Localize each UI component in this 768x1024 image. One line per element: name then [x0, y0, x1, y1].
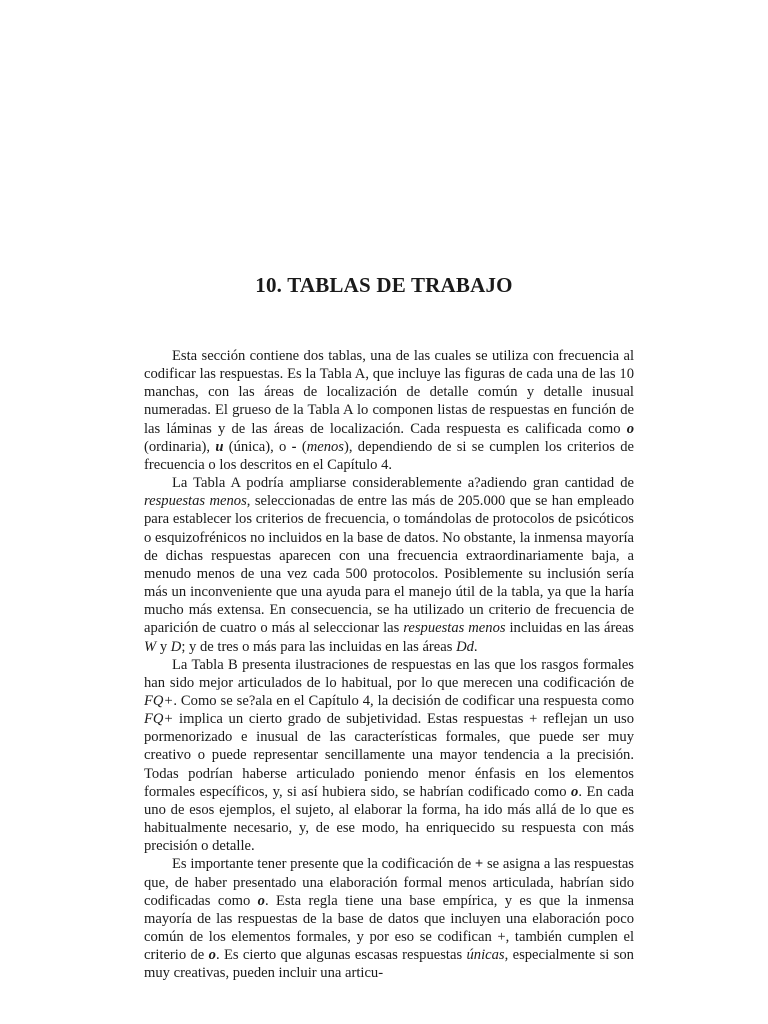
text-segment: La Tabla B presenta ilustraciones de respuestas en las que los rasgos formales han sido mejor articulados de lo habitual, por lo que merecen una codificación de	[144, 656, 634, 691]
text-segment: (única), o	[223, 438, 292, 455]
text-segment: respuestas menos	[403, 620, 506, 637]
text-segment: y	[156, 638, 171, 655]
text-segment: o	[208, 947, 216, 964]
text-segment: . Como se se?ala en el Capítulo 4, la decisión de codificar una respuesta como	[173, 692, 634, 709]
text-segment: W	[144, 638, 157, 655]
text-segment: incluidas en las áreas	[505, 620, 634, 637]
text-segment: (ordinaria),	[144, 438, 216, 455]
text-segment: +	[474, 856, 484, 873]
text-column	[140, 347, 640, 982]
text-segment: Esta sección contiene dos tablas, una de las cuales se utiliza con frecuencia al codificar las respuestas. Es la Tabla A, que incluye las figuras de cada una de las 10 manchas, con las áreas de localización de detalle común y detalle inusual numeradas. El grueso de la Tabla A lo componen listas de respuestas en función de las láminas y de las áreas de localización. Cada respuesta es calificada como	[144, 348, 634, 437]
text-segment: .	[473, 638, 478, 655]
text-segment: implica un cierto grado de subjetividad. Estas respuestas + reflejan un uso pormenorizado e inusual de las características formales, que puede ser muy creativo o puede representar sencillamente una mayor tendencia a la precisión. Todas podrían haberse articulado poniendo menor énfasis en los elementos formales específicos, y, si así hubiera sido, se habrían codificado como	[144, 711, 634, 800]
text-segment: , seleccionadas de entre las más de 205.000 que se han empleado para establecer los criterios de frecuencia, o tomándolas de protocolos de psicóticos o esquizofrénicos no incluidos en la base de datos. No obstante, la inmensa mayoría de dichas respuestas aparecen con una frecuencia extraordinariamente baja, a menudo menos de una vez cada 500 protocolos. Posiblemente su inclusión sería más un inconveniente que una ayuda para el manejo útil de la tabla, ya que la haría mucho más extensa. En consecuencia, se ha utilizado un criterio de frecuencia de aparición de cuatro o más al seleccionar las	[144, 493, 634, 637]
paragraph	[144, 656, 634, 856]
text-segment: ; y de tres o más para las incluidas en las áreas	[181, 638, 457, 655]
text-segment: . Es cierto que algunas escasas respuestas	[215, 947, 467, 964]
text-segment: o	[257, 892, 265, 909]
text-segment: La Tabla A podría ampliarse considerablemente a?adiendo gran cantidad de	[172, 475, 634, 492]
text-segment: (	[296, 438, 307, 455]
text-segment: Es importante tener presente que la codificación de	[172, 856, 475, 873]
text-segment: FQ+	[144, 692, 174, 709]
text-segment: ), dependiendo de si se cumplen los criterios de frecuencia o los descritos en el Capítulo 4.	[144, 438, 634, 473]
text-segment: o	[571, 783, 579, 800]
body-text	[144, 347, 634, 982]
text-segment: . Esta regla tiene una base empírica, y es que la inmensa mayoría de las respuestas de la base de datos que incluyen una elaboración poco común de los elementos formales, y por eso se codifican +, también cumplen el criterio de	[144, 892, 635, 964]
text-segment: se asigna a las respuestas que, de haber presentado una elaboración formal menos articulada, habrían sido codificadas como	[144, 856, 634, 909]
paragraph	[144, 855, 634, 982]
text-segment: , especialmente si son muy creativas, pueden incluir una articu-	[144, 947, 634, 982]
text-segment: D	[170, 638, 182, 655]
text-segment: . En cada uno de esos ejemplos, el sujeto, al elaborar la forma, ha ido más allá de lo que es habitualmente necesario, y, de ese modo, ha enriquecido su respuesta con más precisión o detalle.	[144, 783, 635, 855]
paragraph	[144, 474, 634, 656]
text-segment: respuestas menos	[144, 493, 247, 510]
text-segment: FQ+	[144, 711, 174, 728]
text-segment: Dd	[456, 638, 474, 655]
text-segment: -	[291, 438, 297, 455]
paragraph	[144, 347, 634, 474]
text-segment: o	[626, 420, 634, 437]
text-segment: únicas	[466, 947, 505, 964]
chapter-title: 10. TABLAS DE TRABAJO	[255, 273, 513, 297]
text-segment: u	[215, 438, 224, 455]
text-segment: menos	[306, 438, 344, 455]
